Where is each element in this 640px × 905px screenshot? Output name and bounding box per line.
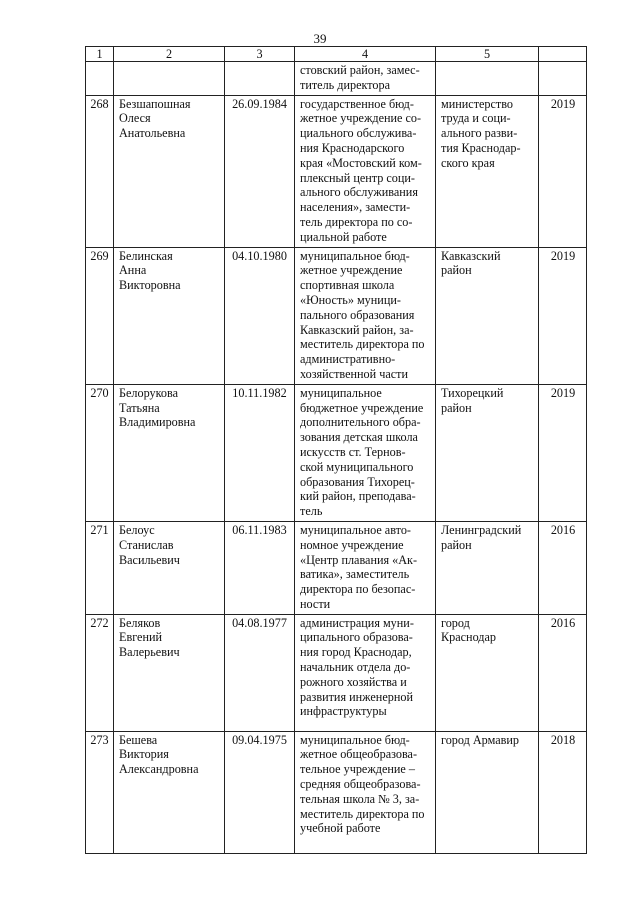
cell-line: Кавказский район, за- — [300, 322, 414, 337]
row-number-cell: 272 — [86, 614, 114, 731]
cell-line: Олеся — [119, 111, 151, 126]
cell-line: тельное учреждение – — [300, 762, 415, 777]
cell-line: муниципальное — [300, 385, 382, 400]
cell-line: населения», замести- — [300, 200, 411, 215]
row-number-cell — [86, 62, 114, 96]
workplace-cell — [295, 247, 436, 384]
row-number-cell: 271 — [86, 521, 114, 614]
cell-line: номное учреждение — [300, 537, 404, 552]
header-cell: 1 — [86, 47, 114, 62]
row-number-cell: 270 — [86, 384, 114, 521]
table-row — [86, 731, 587, 853]
cell-line: циальной работе — [300, 229, 387, 244]
cell-line: ния город Краснодар, — [300, 645, 412, 660]
workplace-cell — [295, 95, 436, 247]
year-cell: 2019 — [539, 384, 587, 521]
cell-line: Виктория — [119, 747, 169, 762]
cell-line: государственное бюд- — [300, 96, 414, 111]
header-cell: 5 — [436, 47, 539, 62]
cell-line: ского края — [441, 155, 495, 170]
birth-date-cell: 10.11.1982 — [225, 384, 295, 521]
cell-line: Васильевич — [119, 552, 180, 567]
cell-line: Татьяна — [119, 400, 160, 415]
workplace-cell — [295, 521, 436, 614]
table-row — [86, 95, 587, 247]
year-cell: 2019 — [539, 247, 587, 384]
cell-line: район — [441, 263, 472, 278]
cell-line: жетное учреждение со- — [300, 111, 422, 126]
cell-line: муниципальное авто- — [300, 522, 411, 537]
year-cell — [539, 62, 587, 96]
cell-line: ния Краснодарского — [300, 140, 405, 155]
cell-line: труда и соци- — [441, 111, 511, 126]
cell-line: титель директора — [300, 77, 391, 92]
cell-line: Белоус — [119, 522, 155, 537]
cell-line: тельная школа № 3, за- — [300, 791, 420, 806]
header-cell: 2 — [114, 47, 225, 62]
table-row — [86, 384, 587, 521]
region-cell — [436, 731, 539, 853]
workplace-cell — [295, 731, 436, 853]
cell-line: администрация муни- — [300, 615, 414, 630]
cell-line: Краснодар — [441, 630, 497, 645]
workplace-cell — [295, 614, 436, 731]
cell-line: тель директора по со- — [300, 214, 413, 229]
cell-line: жетное общеобразова- — [300, 747, 418, 762]
cell-line: «Центр плавания «Ак- — [300, 552, 418, 567]
cell-line: ватика», заместитель — [300, 567, 410, 582]
header-cell: 3 — [225, 47, 295, 62]
table-row — [86, 247, 587, 384]
cell-line: район — [441, 537, 472, 552]
region-cell — [436, 62, 539, 96]
birth-date-cell: 04.10.1980 — [225, 247, 295, 384]
year-cell: 2019 — [539, 95, 587, 247]
cell-line: ального обслуживания — [300, 185, 418, 200]
full-name-cell — [114, 384, 225, 521]
cell-line: Беляков — [119, 615, 161, 630]
cell-line: средняя общеобразова- — [300, 777, 421, 792]
cell-line: дополнительного обра- — [300, 415, 421, 430]
cell-line: министерство — [441, 96, 514, 111]
register-table — [85, 46, 587, 854]
cell-line: Ленинградский — [441, 522, 522, 537]
cell-line: ности — [300, 596, 331, 611]
region-cell — [436, 247, 539, 384]
cell-line: стовский район, замес- — [300, 63, 420, 77]
full-name-cell — [114, 614, 225, 731]
row-number-cell: 269 — [86, 247, 114, 384]
workplace-cell — [295, 62, 436, 96]
workplace-cell — [295, 384, 436, 521]
cell-line: ципального образова- — [300, 630, 413, 645]
region-cell — [436, 384, 539, 521]
cell-line: муниципальное бюд- — [300, 248, 410, 263]
cell-line: Станислав — [119, 537, 174, 552]
region-cell — [436, 521, 539, 614]
header-cell: 4 — [295, 47, 436, 62]
cell-line: административно- — [300, 352, 396, 367]
cell-line: хозяйственной части — [300, 366, 408, 381]
cell-line: Безшапошная — [119, 96, 191, 111]
cell-line: пального образования — [300, 307, 415, 322]
region-cell — [436, 614, 539, 731]
cell-line: Анатольевна — [119, 126, 186, 141]
cell-line: кий район, преподава- — [300, 489, 416, 504]
cell-line: Белинская — [119, 248, 173, 263]
cell-line: спортивная школа — [300, 278, 395, 293]
cell-line: Владимировна — [119, 415, 196, 430]
cell-line: Тихорецкий — [441, 385, 504, 400]
cell-line: плексный центр соци- — [300, 170, 415, 185]
table-header-row — [86, 47, 587, 62]
cell-line: Викторовна — [119, 278, 181, 293]
cell-line: образования Тихорец- — [300, 474, 415, 489]
row-number-cell: 273 — [86, 731, 114, 853]
cell-line: рожного хозяйства и — [300, 674, 407, 689]
cell-line: Валерьевич — [119, 645, 180, 660]
year-cell: 2016 — [539, 521, 587, 614]
year-cell: 2016 — [539, 614, 587, 731]
cell-line: учебной работе — [300, 821, 381, 836]
full-name-cell — [114, 731, 225, 853]
cell-line: инфраструктуры — [300, 704, 387, 719]
cell-line: циального обслужива- — [300, 126, 417, 141]
cell-line: «Юность» муници- — [300, 292, 401, 307]
year-cell: 2018 — [539, 731, 587, 853]
table-row — [86, 521, 587, 614]
cell-line: ального разви- — [441, 126, 518, 141]
birth-date-cell: 04.08.1977 — [225, 614, 295, 731]
cell-line: тия Краснодар- — [441, 140, 521, 155]
cell-line: Кавказский — [441, 248, 501, 263]
full-name-cell — [114, 521, 225, 614]
cell-line: Евгений — [119, 630, 163, 645]
cell-line: жетное учреждение — [300, 263, 403, 278]
cell-line: начальник отдела до- — [300, 660, 411, 675]
cell-line: Александровна — [119, 762, 199, 777]
cell-line: Белорукова — [119, 385, 179, 400]
birth-date-cell — [225, 62, 295, 96]
full-name-cell — [114, 62, 225, 96]
cell-line: Бешева — [119, 732, 158, 747]
cell-line: муниципальное бюд- — [300, 732, 410, 747]
cell-line: меститель директора по — [300, 806, 425, 821]
birth-date-cell: 06.11.1983 — [225, 521, 295, 614]
cell-line: бюджетное учреждение — [300, 400, 424, 415]
cell-line: тель — [300, 504, 323, 519]
birth-date-cell: 09.04.1975 — [225, 731, 295, 853]
cell-line: директора по безопас- — [300, 582, 416, 597]
cell-line: искусств ст. Тернов- — [300, 444, 406, 459]
cell-line: город — [441, 615, 470, 630]
table-row — [86, 62, 587, 96]
cell-line: края «Мостовский ком- — [300, 155, 422, 170]
full-name-cell — [114, 95, 225, 247]
cell-line: меститель директора по — [300, 337, 425, 352]
cell-line: развития инженерной — [300, 689, 413, 704]
cell-line: район — [441, 400, 472, 415]
cell-line: город Армавир — [441, 732, 519, 747]
header-cell — [539, 47, 587, 62]
birth-date-cell: 26.09.1984 — [225, 95, 295, 247]
full-name-cell — [114, 247, 225, 384]
cell-line: зования детская школа — [300, 430, 418, 445]
row-number-cell: 268 — [86, 95, 114, 247]
page-number: 39 — [313, 31, 327, 46]
region-cell — [436, 95, 539, 247]
cell-line: ской муниципального — [300, 459, 414, 474]
table-row — [86, 614, 587, 731]
cell-line: Анна — [119, 263, 147, 278]
